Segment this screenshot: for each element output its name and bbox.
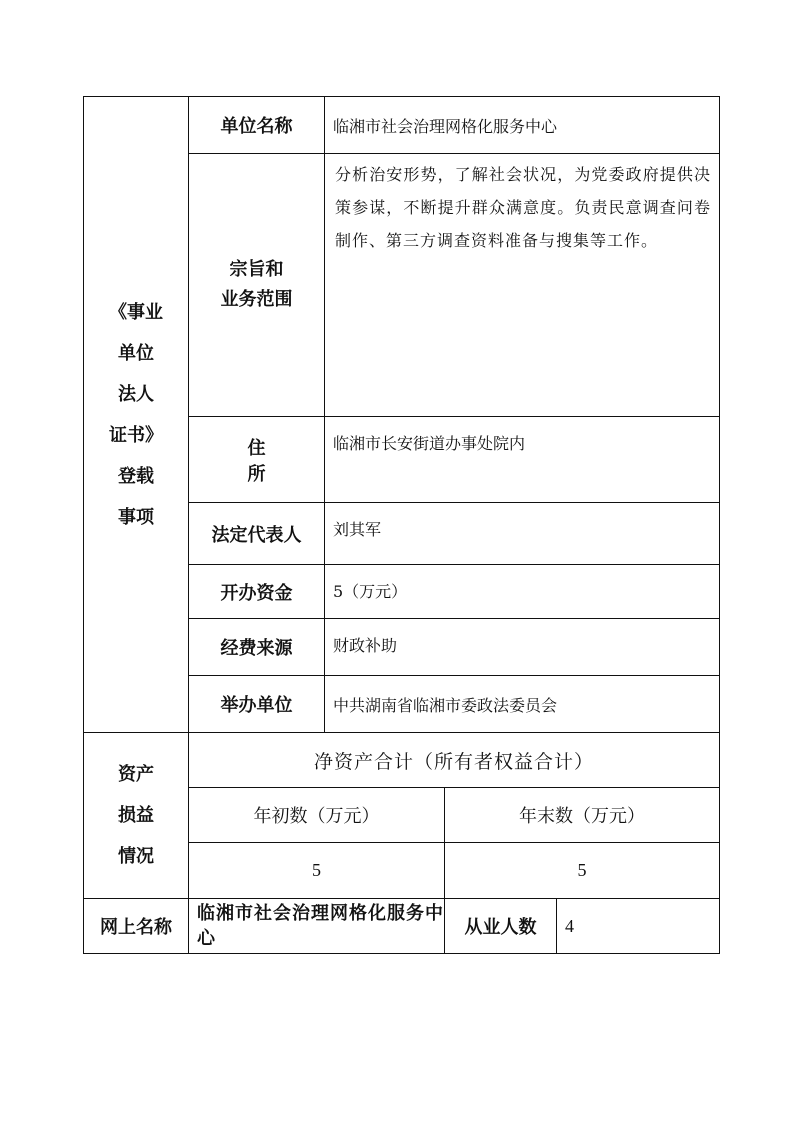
legal-rep-value: 刘其军 bbox=[324, 502, 720, 565]
funding-source-value: 财政补助 bbox=[324, 618, 720, 676]
purpose-label: 宗旨和 业务范围 bbox=[188, 153, 325, 417]
online-name-value: 临湘市社会治理网格化服务中心 bbox=[188, 898, 445, 954]
funding-source-label: 经费来源 bbox=[188, 618, 325, 676]
funds-value: 5（万元） bbox=[324, 564, 720, 619]
unit-name-value: 临湘市社会治理网格化服务中心 bbox=[324, 96, 720, 154]
staff-count-value: 4 bbox=[556, 898, 720, 954]
legal-rep-label: 法定代表人 bbox=[188, 502, 325, 565]
registration-section-label: 《事业 单位 法人 证书》 登载 事项 bbox=[83, 96, 189, 733]
registration-form bbox=[83, 96, 720, 954]
unit-name-label: 单位名称 bbox=[188, 96, 325, 154]
end-of-year-label: 年末数（万元） bbox=[444, 787, 720, 843]
address-value: 临湘市长安街道办事处院内 bbox=[324, 416, 720, 503]
net-assets-label: 净资产合计（所有者权益合计） bbox=[188, 732, 720, 788]
assets-section-label: 资产 损益 情况 bbox=[83, 732, 189, 899]
funds-label: 开办资金 bbox=[188, 564, 325, 619]
sponsor-value: 中共湖南省临湘市委政法委员会 bbox=[324, 675, 720, 733]
purpose-value: 分析治安形势，了解社会状况，为党委政府提供决策参谋，不断提升群众满意度。负责民意调查问卷制作、第三方调查资料准备与搜集等工作。 bbox=[324, 153, 720, 417]
begin-of-year-label: 年初数（万元） bbox=[188, 787, 445, 843]
end-of-year-value: 5 bbox=[444, 842, 720, 899]
sponsor-label: 举办单位 bbox=[188, 675, 325, 733]
online-name-label: 网上名称 bbox=[83, 898, 189, 954]
address-label: 住所 bbox=[188, 416, 325, 503]
staff-count-label: 从业人数 bbox=[444, 898, 557, 954]
begin-of-year-value: 5 bbox=[188, 842, 445, 899]
